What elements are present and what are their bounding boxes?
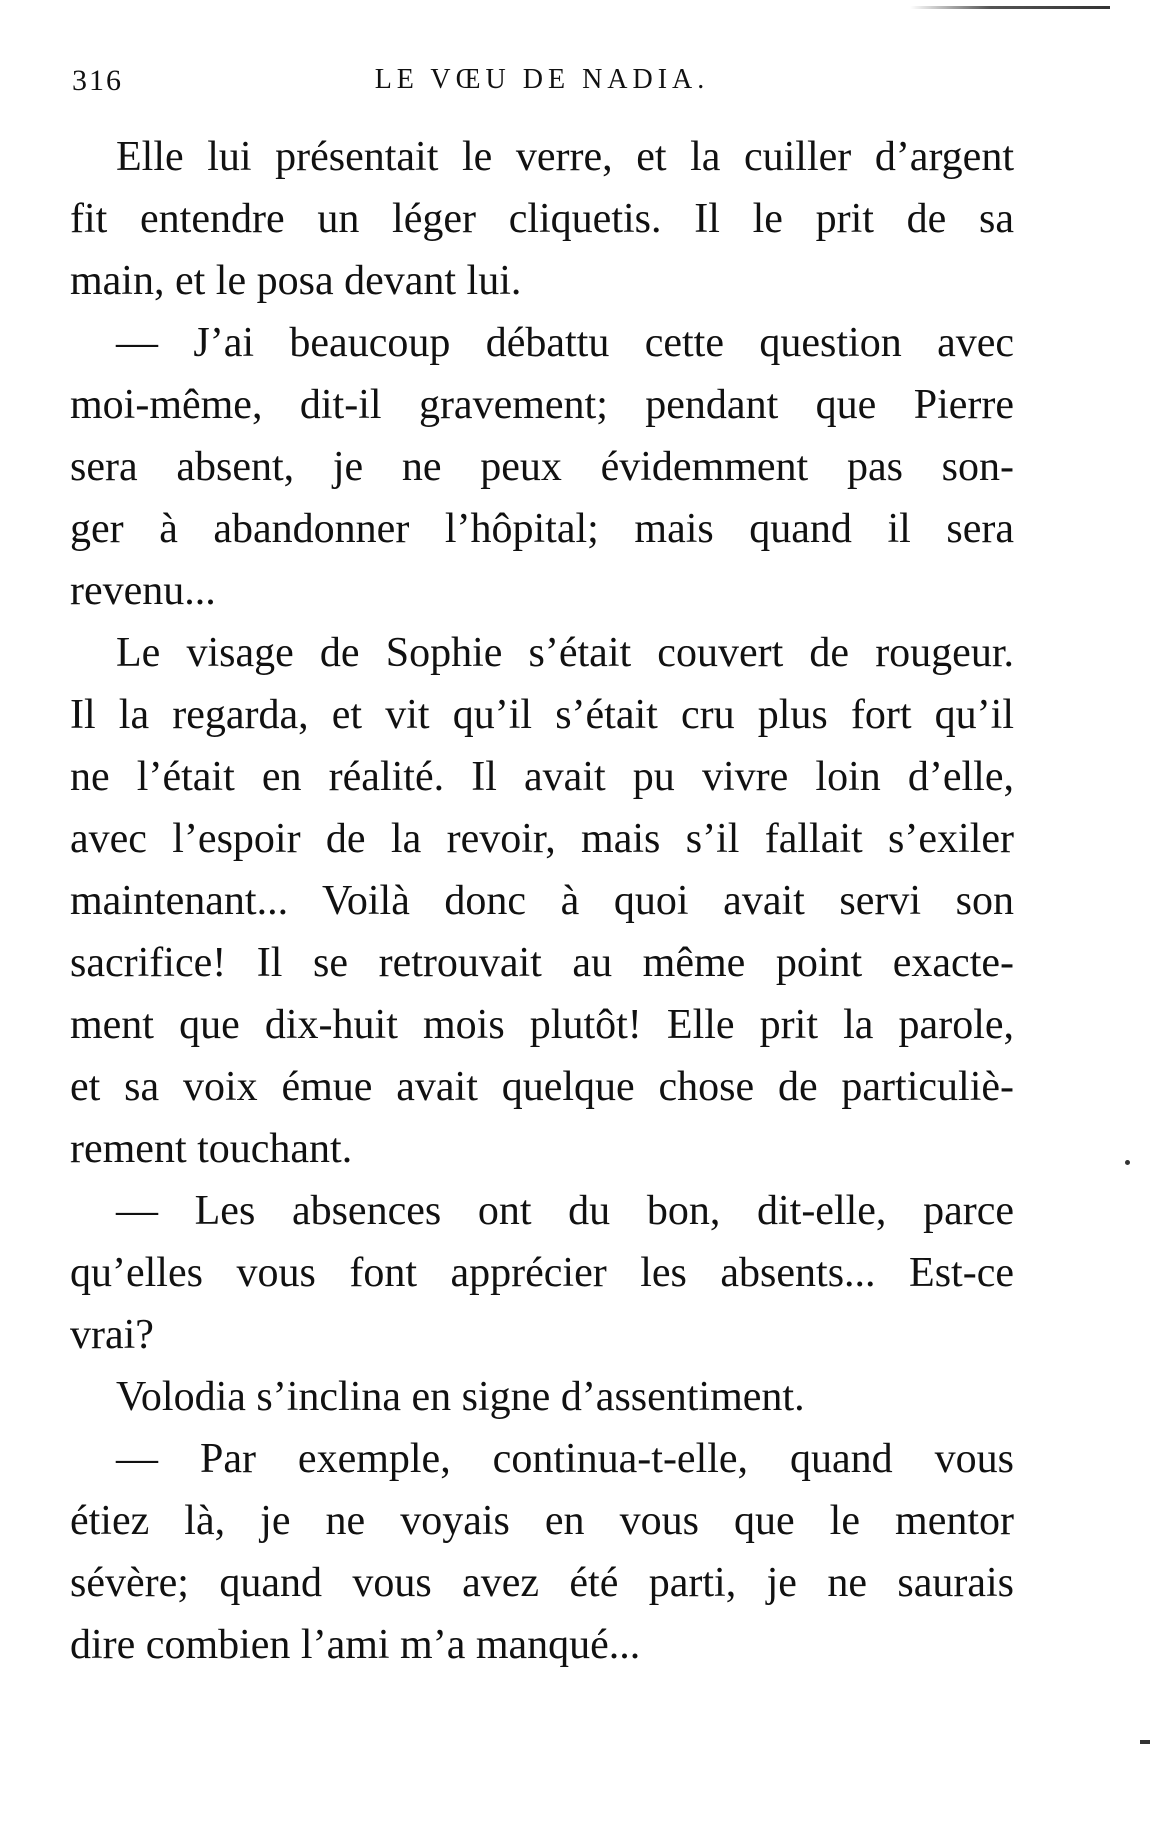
text-line: Il la regarda, et vit qu’il s’était cru plus fort qu’il xyxy=(70,692,1014,738)
text-line: sévère; quand vous avez été parti, je ne saurais xyxy=(70,1560,1014,1606)
text-line: étiez là, je ne voyais en vous que le mentor xyxy=(70,1498,1014,1544)
scan-artifact xyxy=(1140,1740,1150,1744)
text-line: qu’elles vous font apprécier les absents... Est-ce xyxy=(70,1250,1014,1296)
text-line: vrai? xyxy=(70,1312,154,1358)
text-line: sacrifice! Il se retrouvait au même point exacte- xyxy=(70,940,1014,986)
text-line: et sa voix émue avait quelque chose de particuliè- xyxy=(70,1064,1014,1110)
text-line: revenu... xyxy=(70,568,216,614)
running-title: LE VŒU DE NADIA. xyxy=(374,64,710,95)
scan-artifact xyxy=(910,6,1110,9)
text-line: — Par exemple, continua-t-elle, quand vous xyxy=(116,1436,1014,1482)
text-line: main, et le posa devant lui. xyxy=(70,258,522,304)
text-line: ne l’était en réalité. Il avait pu vivre loin d’elle, xyxy=(70,754,1014,800)
text-line: — Les absences ont du bon, dit-elle, parce xyxy=(116,1188,1014,1234)
text-line: Volodia s’inclina en signe d’assentiment. xyxy=(116,1374,805,1420)
text-line: maintenant... Voilà donc à quoi avait servi son xyxy=(70,878,1014,924)
text-line: Le visage de Sophie s’était couvert de rougeur. xyxy=(116,630,1014,676)
text-line: dire combien l’ami m’a manqué... xyxy=(70,1622,641,1668)
text-line: ger à abandonner l’hôpital; mais quand il sera xyxy=(70,506,1014,552)
page-header xyxy=(72,64,1012,108)
body-text xyxy=(70,126,1014,1676)
scan-artifact xyxy=(1125,1160,1130,1165)
page-number: 316 xyxy=(72,64,123,97)
text-line: sera absent, je ne peux évidemment pas son- xyxy=(70,444,1014,490)
text-line: ment que dix-huit mois plutôt! Elle prit la parole, xyxy=(70,1002,1014,1048)
text-line: Elle lui présentait le verre, et la cuiller d’argent xyxy=(116,134,1014,180)
text-line: — J’ai beaucoup débattu cette question avec xyxy=(116,320,1014,366)
text-line: rement touchant. xyxy=(70,1126,353,1172)
text-line: fit entendre un léger cliquetis. Il le prit de sa xyxy=(70,196,1014,242)
text-line: moi-même, dit-il gravement; pendant que Pierre xyxy=(70,382,1014,428)
text-line: avec l’espoir de la revoir, mais s’il fallait s’exiler xyxy=(70,816,1014,862)
